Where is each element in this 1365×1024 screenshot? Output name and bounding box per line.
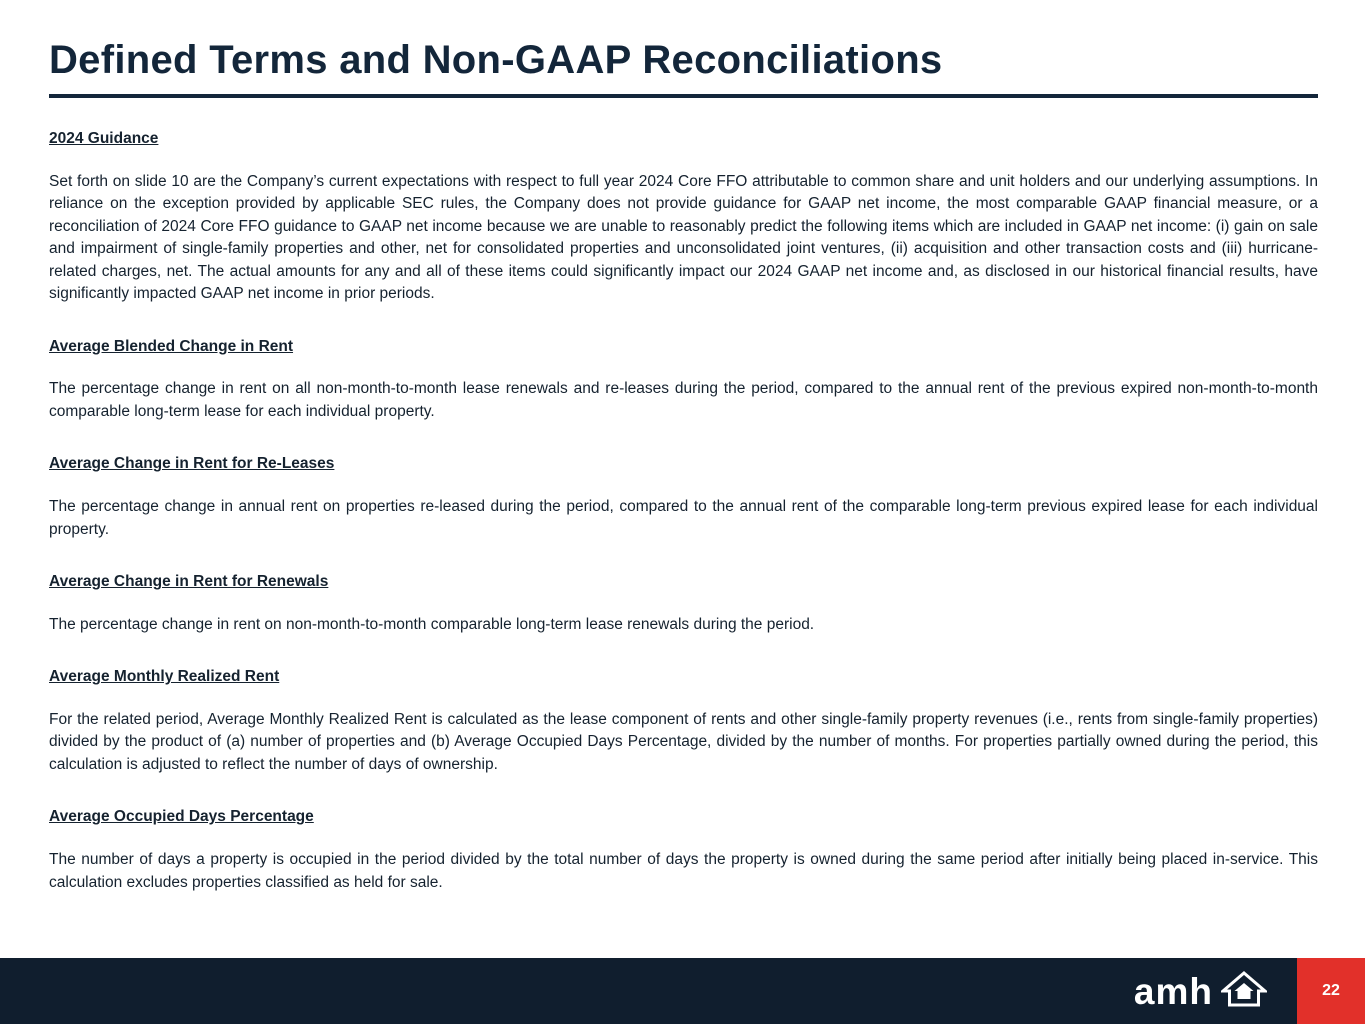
term-body: For the related period, Average Monthly Realized Rent is calculated as the lease component of rents and other single-family property revenues (i.e., rents from single-family properties) divided by the product of (a) number of properties and (b) Average Occupied Days Percentage, divided by the number of months. For properties partially owned during the period, this calculation is adjusted to reflect the number of days of ownership. xyxy=(49,710,1318,773)
term-section-average-blended-change-in-rent xyxy=(49,336,1318,424)
title-divider xyxy=(49,94,1318,98)
page-title: Defined Terms and Non-GAAP Reconciliations xyxy=(49,38,943,82)
term-heading: Average Occupied Days Percentage xyxy=(49,808,314,826)
term-heading: Average Change in Rent for Renewals xyxy=(49,573,329,591)
term-body: The percentage change in annual rent on properties re-leased during the period, compared to the annual rent of the comparable long-term previous expired lease for each individual property. xyxy=(49,498,1318,538)
term-heading: Average Change in Rent for Re-Leases xyxy=(49,455,335,473)
term-heading: Average Blended Change in Rent xyxy=(49,337,294,355)
amh-logo xyxy=(1134,970,1267,1013)
term-section-average-occupied-days-percentage xyxy=(49,806,1318,894)
term-section-average-monthly-realized-rent xyxy=(49,666,1318,776)
term-heading: Average Monthly Realized Rent xyxy=(49,668,280,686)
term-body: Set forth on slide 10 are the Company’s current expectations with respect to full year 2024 Core FFO attributable to common share and unit holders and our underlying assumptions. In reliance on the exception provided by applicable SEC rules, the Company does not provide guidance for GAAP net income, the most comparable GAAP financial measure, or a reconciliation of 2024 Core FFO guidance to GAAP net income because we are unable to reasonably predict the following items which are included in GAAP net income: (i) gain on sale and impairment of single-family properties and other, net for consolidated properties and unconsolidated joint ventures, (ii) acquisition and other transaction costs and (iii) hurricane-related charges, net. The actual amounts for any and all of these items could significantly impact our 2024 GAAP net income and, as disclosed in our historical financial results, have significantly impacted GAAP net income in prior periods. xyxy=(49,172,1318,303)
term-heading: 2024 Guidance xyxy=(49,130,159,147)
page-number-box xyxy=(1297,958,1365,1024)
amh-house-icon xyxy=(1221,970,1267,1013)
term-section-average-change-in-rent-renewals xyxy=(49,571,1318,636)
page-number: 22 xyxy=(1322,982,1340,999)
term-body: The number of days a property is occupied in the period divided by the total number of days the property is owned during the same period after initially being placed in-service. This calculation excludes properties classified as held for sale. xyxy=(49,851,1318,891)
term-section-2024-guidance xyxy=(49,128,1318,306)
term-body: The percentage change in rent on non-month-to-month comparable long-term lease renewals during the period. xyxy=(49,615,815,633)
definitions-content xyxy=(49,128,1318,894)
amh-logo-text: amh xyxy=(1133,970,1213,1012)
footer-bar xyxy=(0,958,1365,1024)
term-body: The percentage change in rent on all non-month-to-month lease renewals and re-leases during the period, compared to the annual rent of the previous expired non-month-to-month comparable long-term lease for each individual property. xyxy=(49,380,1318,420)
term-section-average-change-in-rent-re-leases xyxy=(49,453,1318,541)
